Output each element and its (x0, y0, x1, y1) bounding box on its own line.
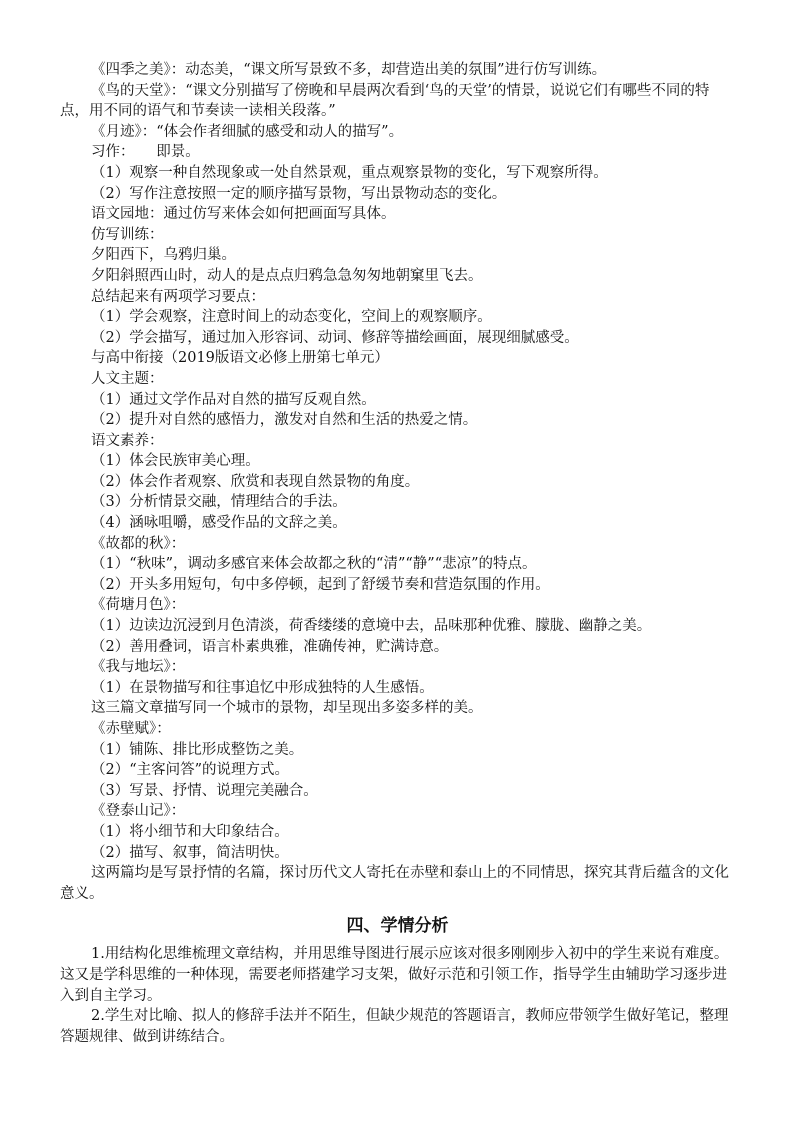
paragraph: 《故都的秋》： (91, 535, 186, 552)
paragraph: （1）在景物描写和往事追忆中形成独特的人生感悟。 (91, 679, 434, 696)
paragraph: 《赤壁赋》： (91, 721, 171, 737)
paragraph: （2）体会作者观察、欣赏和表现自然景物的角度。 (91, 473, 420, 490)
paragraph: （1）观察一种自然现象或一处自然景观，重点观察景物的变化，写下观察所得。 (91, 164, 608, 181)
paragraph: 《我与地坛》： (91, 659, 186, 676)
paragraph: （2）善用叠词，语言朴素典雅，准确传神，贮满诗意。 (91, 638, 449, 655)
paragraph: （2）提升对自然的感悟力，激发对自然和生活的热爱之情。 (91, 412, 478, 429)
paragraph: （1）将小细节和大印象结合。 (91, 823, 289, 840)
paragraph: （1）体会民族审美心理。 (91, 453, 260, 470)
paragraph: 2.学生对比喻、拟人的修辞手法并不陌生，但缺少规范的答题语言，教师应带领学生做好笔记，整理答题规律、做到讲练结合。 (60, 1008, 729, 1045)
body-text-bottom (60, 944, 735, 1047)
paragraph: 《登泰山记》： (91, 803, 186, 820)
paragraph: 《荷塘月色》： (91, 597, 186, 614)
paragraph: 总结起来有两项学习要点： (91, 288, 265, 305)
paragraph: （1）通过文学作品对自然的描写反观自然。 (91, 391, 376, 408)
paragraph: 1.用结构化思维梳理文章结构，并用思维导图进行展示应该对很多刚刚步入初中的学生来说有难度。这又是学科思维的一种体现，需要老师搭建学习支架，做好示范和引领工作，指导学生由辅助学习逐步进入到自主学习。 (60, 946, 729, 1004)
paragraph: （2）描写、叙事，简洁明快。 (91, 844, 289, 861)
paragraph: 《四季之美》：动态美，“课文所写景致不多，却营造出美的氛围”进行仿写训练。 (91, 62, 607, 78)
paragraph: （3）写景、抒情、说理完美融合。 (91, 782, 318, 799)
paragraph: 夕阳西下，乌鸦归巢。 (91, 247, 236, 264)
paragraph: 语文园地：通过仿写来体会如何把画面写具体。 (91, 206, 396, 223)
paragraph: （2）学会描写，通过加入形容词、动词、修辞等描绘画面，展现细腻感受。 (91, 329, 579, 346)
paragraph: （2）开头多用短句，句中多停顿，起到了舒缓节奏和营造氛围的作用。 (91, 576, 550, 593)
paragraph: 与高中衔接（2019版语文必修上册第七单元） (91, 350, 389, 367)
body-text-top (60, 60, 735, 904)
paragraph: （1）“秋味”，调动多感官来体会故都之秋的“清”“静”“悲凉”的特点。 (91, 556, 537, 573)
paragraph: 习作： 即景。 (91, 144, 200, 161)
section-heading: 四、学情分析 (346, 916, 449, 937)
paragraph: 人文主题： (91, 370, 164, 387)
paragraph: 这两篇均是写景抒情的名篇，探讨历代文人寄托在赤壁和泰山上的不同情思，探究其背后蕴含的文化意义。 (60, 865, 729, 902)
paragraph: 这三篇文章描写同一个城市的景物，却呈现出多姿多样的美。 (91, 700, 483, 717)
paragraph: （1）铺陈、排比形成整饬之美。 (91, 741, 304, 758)
paragraph: （4）涵咏咀嚼，感受作品的文辞之美。 (91, 515, 347, 532)
paragraph: 语文素养： (91, 432, 164, 449)
paragraph: （2）“主客问答”的说理方式。 (91, 762, 290, 779)
paragraph: （1）边读边沉浸到月色清淡，荷香缕缕的意境中去，品味那种优雅、朦胧、幽静之美。 (91, 618, 652, 635)
paragraph: 夕阳斜照西山时，动人的是点点归鸦急急匆匆地朝窠里飞去。 (91, 267, 483, 284)
paragraph: （3）分析情景交融，情理结合的手法。 (91, 494, 347, 511)
paragraph: （2）写作注意按照一定的顺序描写景物，写出景物动态的变化。 (91, 185, 507, 202)
paragraph: 《月迹》：“体会作者细腻的感受和动人的描写”。 (91, 123, 404, 140)
paragraph: 仿写训练： (91, 226, 164, 243)
paragraph: （1）学会观察，注意时间上的动态变化，空间上的观察顺序。 (91, 309, 492, 326)
paragraph: 《鸟的天堂》：“课文分别描写了傍晚和早晨两次看到‘鸟的天堂’的情景，说说它们有哪些不同的特点，用不同的语气和节奏读一读相关段落。” (60, 82, 710, 120)
document-page (60, 60, 735, 1047)
